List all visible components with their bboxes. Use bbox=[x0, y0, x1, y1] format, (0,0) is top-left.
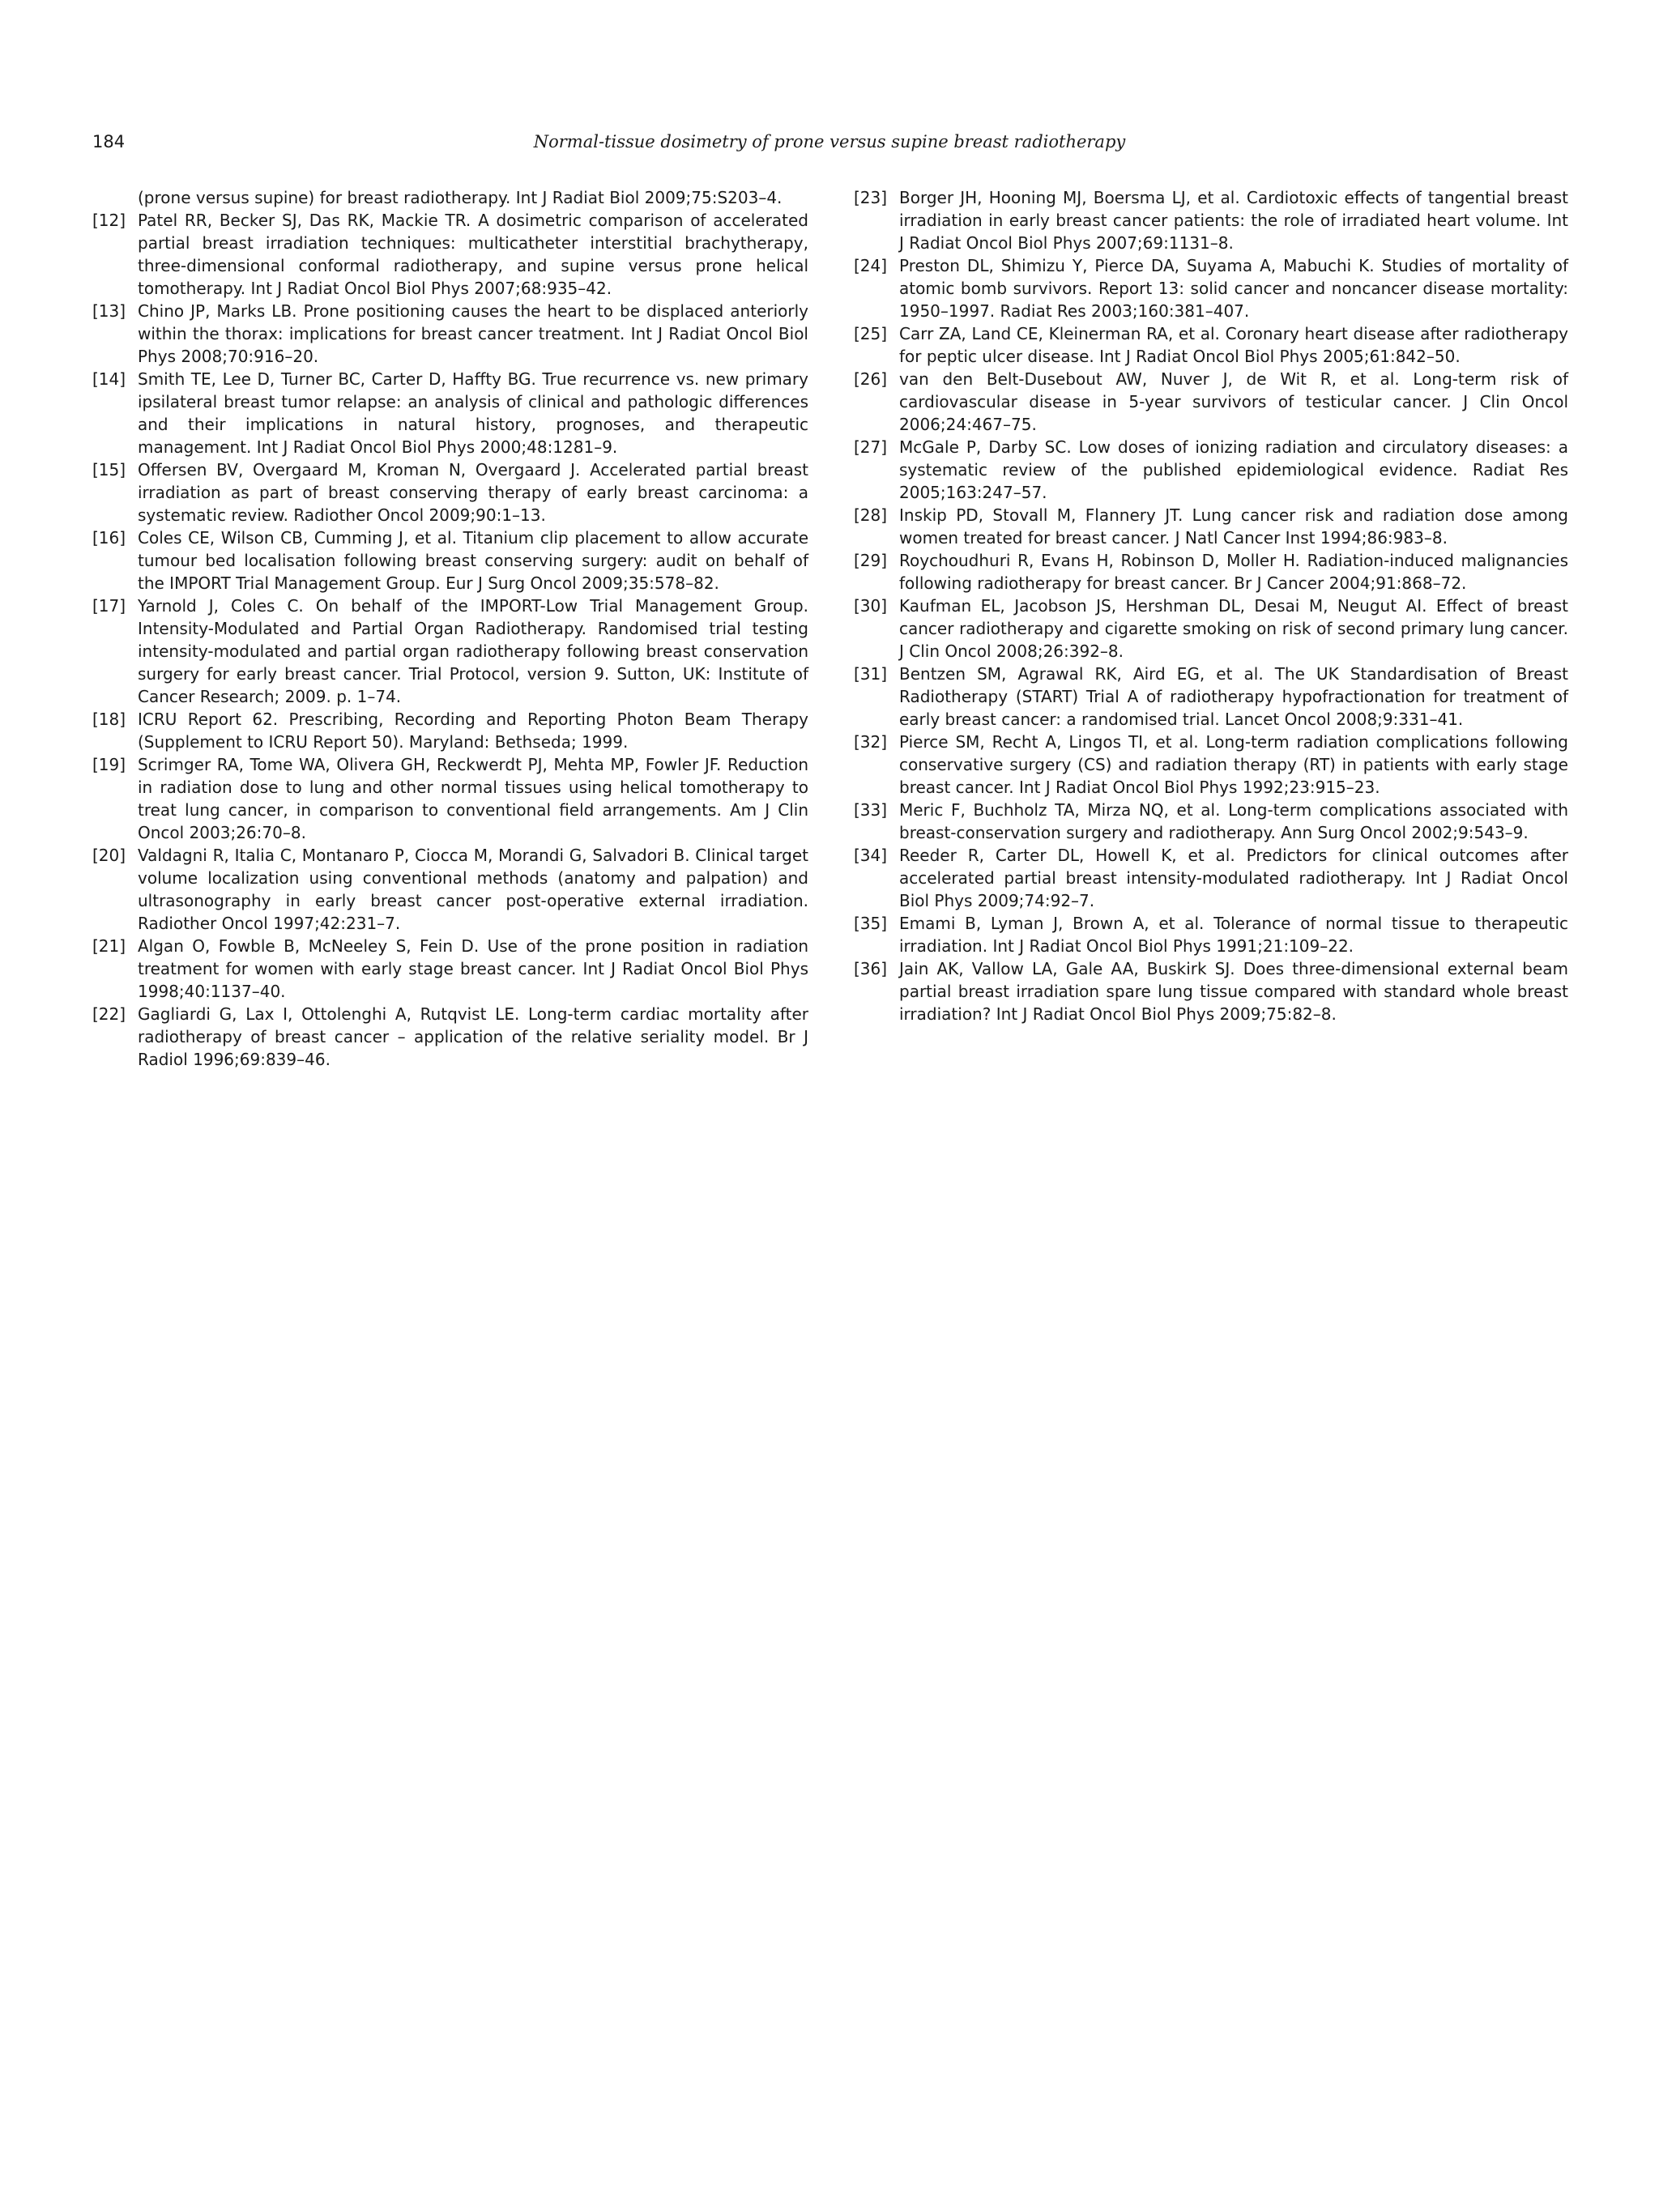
reference-item bbox=[92, 935, 808, 1003]
reference-item bbox=[92, 209, 808, 300]
reference-text: ICRU Report 62. Prescribing, Recording and Reporting Photon Beam Therapy (Supplement to ICRU Report 50). Maryland: Bethseda; 1999. bbox=[138, 710, 808, 752]
reference-item bbox=[92, 753, 808, 844]
reference-text: Gagliardi G, Lax I, Ottolenghi A, Rutqvist LE. Long-term cardiac mortality after radiotherapy of breast cancer – application of the relative seriality model. Br J Radiol 1996;69:839–46. bbox=[138, 1004, 808, 1069]
reference-item bbox=[854, 731, 1568, 799]
reference-number: [13] bbox=[92, 301, 126, 321]
reference-number: [18] bbox=[92, 710, 126, 729]
reference-number: [35] bbox=[854, 914, 888, 933]
references-column-left bbox=[92, 186, 808, 1071]
reference-item bbox=[854, 912, 1568, 957]
reference-text: Coles CE, Wilson CB, Cumming J, et al. Titanium clip placement to allow accurate tumour bed localisation following breast conserving surgery: audit on behalf of the IMPORT Trial Management Group. Eur J Surg Oncol 2009;35:578–82. bbox=[138, 528, 808, 593]
reference-item bbox=[92, 300, 808, 368]
reference-item bbox=[854, 368, 1568, 436]
reference-number: [19] bbox=[92, 755, 126, 774]
reference-text: Roychoudhuri R, Evans H, Robinson D, Moller H. Radiation-induced malignancies following radiotherapy for breast cancer. Br J Cancer 2004;91:868–72. bbox=[899, 551, 1568, 593]
reference-item bbox=[854, 436, 1568, 504]
reference-item bbox=[92, 458, 808, 526]
reference-number: [12] bbox=[92, 211, 126, 230]
reference-item bbox=[92, 526, 808, 595]
reference-item bbox=[92, 708, 808, 753]
reference-number: [36] bbox=[854, 959, 888, 978]
reference-item bbox=[854, 322, 1568, 368]
reference-number: [23] bbox=[854, 188, 888, 207]
reference-item bbox=[92, 368, 808, 458]
reference-text: Valdagni R, Italia C, Montanaro P, Ciocca M, Morandi G, Salvadori B. Clinical target volume localization using conventional methods (anatomy and palpation) and ultrasonography in early breast cancer post-operative external irradiation. Radiother Oncol 1997;42:231–7. bbox=[138, 846, 808, 933]
reference-number: [29] bbox=[854, 551, 888, 570]
reference-text: Jain AK, Vallow LA, Gale AA, Buskirk SJ. Does three-dimensional external beam partial breast irradiation spare lung tissue compared with standard whole breast irradiation? Int J Radiat Oncol Biol Phys 2009;75:82–8. bbox=[899, 959, 1568, 1024]
page-header bbox=[92, 130, 1567, 154]
reference-number: [28] bbox=[854, 505, 888, 525]
reference-text: Reeder R, Carter DL, Howell K, et al. Predictors for clinical outcomes after accelerated partial breast intensity-modulated radiotherapy. Int J Radiat Oncol Biol Phys 2009;74:92–7. bbox=[899, 846, 1568, 910]
reference-text: Patel RR, Becker SJ, Das RK, Mackie TR. A dosimetric comparison of accelerated partial breast irradiation techniques: multicatheter interstitial brachytherapy, three-dimensional conformal radiotherapy, and supine versus prone helical tomotherapy. Int J Radiat Oncol Biol Phys 2007;68:935–42. bbox=[138, 211, 808, 298]
reference-text: Kaufman EL, Jacobson JS, Hershman DL, Desai M, Neugut AI. Effect of breast cancer radiotherapy and cigarette smoking on risk of second primary lung cancer. J Clin Oncol 2008;26:392–8. bbox=[899, 596, 1568, 661]
reference-text: Borger JH, Hooning MJ, Boersma LJ, et al. Cardiotoxic effects of tangential breast irradiation in early breast cancer patients: the role of irradiated heart volume. Int J Radiat Oncol Biol Phys 2007;69:1131–8. bbox=[899, 188, 1568, 253]
reference-text: Chino JP, Marks LB. Prone positioning causes the heart to be displaced anteriorly within the thorax: implications for breast cancer treatment. Int J Radiat Oncol Biol Phys 2008;70:916–20. bbox=[138, 301, 808, 366]
reference-number: [15] bbox=[92, 460, 126, 479]
reference-item bbox=[854, 254, 1568, 322]
reference-number: [33] bbox=[854, 800, 888, 820]
reference-text: Yarnold J, Coles C. On behalf of the IMPORT-Low Trial Management Group. Intensity-Modulated and Partial Organ Radiotherapy. Randomised trial testing intensity-modulated and partial organ radiotherapy following breast conservation surgery for early breast cancer. Trial Protocol, version 9. Sutton, UK: Institute of Cancer Research; 2009. p. 1–74. bbox=[138, 596, 808, 706]
reference-text: Scrimger RA, Tome WA, Olivera GH, Reckwerdt PJ, Mehta MP, Fowler JF. Reduction in radiation dose to lung and other normal tissues using helical tomotherapy to treat lung cancer, in comparison to conventional field arrangements. Am J Clin Oncol 2003;26:70–8. bbox=[138, 755, 808, 842]
reference-number: [17] bbox=[92, 596, 126, 616]
reference-text: Inskip PD, Stovall M, Flannery JT. Lung cancer risk and radiation dose among women treated for breast cancer. J Natl Cancer Inst 1994;86:983–8. bbox=[899, 505, 1568, 548]
references-column-right bbox=[854, 186, 1568, 1025]
page-number: 184 bbox=[92, 132, 126, 151]
reference-number: [14] bbox=[92, 369, 126, 389]
reference-item bbox=[854, 504, 1568, 549]
reference-item bbox=[854, 799, 1568, 844]
reference-number: [32] bbox=[854, 732, 888, 752]
reference-text: van den Belt-Dusebout AW, Nuver J, de Wit R, et al. Long-term risk of cardiovascular disease in 5-year survivors of testicular cancer. J Clin Oncol 2006;24:467–75. bbox=[899, 369, 1568, 434]
reference-number: [34] bbox=[854, 846, 888, 865]
reference-item bbox=[854, 844, 1568, 912]
reference-number: [22] bbox=[92, 1004, 126, 1024]
reference-text: Emami B, Lyman J, Brown A, et al. Tolerance of normal tissue to therapeutic irradiation. Int J Radiat Oncol Biol Phys 1991;21:109–22. bbox=[899, 914, 1568, 956]
reference-number: [26] bbox=[854, 369, 888, 389]
reference-text: Meric F, Buchholz TA, Mirza NQ, et al. Long-term complications associated with breast-conservation surgery and radiotherapy. Ann Surg Oncol 2002;9:543–9. bbox=[899, 800, 1568, 842]
reference-number: [27] bbox=[854, 437, 888, 457]
reference-text: (prone versus supine) for breast radiotherapy. Int J Radiat Biol 2009;75:S203–4. bbox=[138, 188, 783, 207]
reference-text: Offersen BV, Overgaard M, Kroman N, Overgaard J. Accelerated partial breast irradiation as part of breast conserving therapy of early breast carcinoma: a systematic review. Radiother Oncol 2009;90:1–13. bbox=[138, 460, 808, 525]
reference-item bbox=[92, 186, 808, 209]
reference-number: [20] bbox=[92, 846, 126, 865]
reference-text: Smith TE, Lee D, Turner BC, Carter D, Haffty BG. True recurrence vs. new primary ipsilateral breast tumor relapse: an analysis of clinical and pathologic differences and their implications in natural history, prognoses, and therapeutic management. Int J Radiat Oncol Biol Phys 2000;48:1281–9. bbox=[138, 369, 808, 457]
reference-number: [31] bbox=[854, 664, 888, 684]
reference-item bbox=[854, 549, 1568, 595]
reference-text: Bentzen SM, Agrawal RK, Aird EG, et al. The UK Standardisation of Breast Radiotherapy (START) Trial A of radiotherapy hypofractionation for treatment of early breast cancer: a randomised trial. Lancet Oncol 2008;9:331–41. bbox=[899, 664, 1568, 729]
reference-item bbox=[854, 595, 1568, 663]
reference-text: Algan O, Fowble B, McNeeley S, Fein D. Use of the prone position in radiation treatment for women with early stage breast cancer. Int J Radiat Oncol Biol Phys 1998;40:1137–40. bbox=[138, 936, 808, 1001]
reference-text: Carr ZA, Land CE, Kleinerman RA, et al. Coronary heart disease after radiotherapy for peptic ulcer disease. Int J Radiat Oncol Biol Phys 2005;61:842–50. bbox=[899, 324, 1568, 366]
reference-item bbox=[854, 186, 1568, 254]
running-title: Normal-tissue dosimetry of prone versus supine breast radiotherapy bbox=[533, 132, 1126, 151]
reference-number: [24] bbox=[854, 256, 888, 275]
reference-number: [16] bbox=[92, 528, 126, 548]
reference-item bbox=[854, 663, 1568, 731]
reference-item bbox=[854, 957, 1568, 1025]
reference-item bbox=[92, 595, 808, 708]
reference-text: McGale P, Darby SC. Low doses of ionizing radiation and circulatory diseases: a systematic review of the published epidemiological evidence. Radiat Res 2005;163:247–57. bbox=[899, 437, 1568, 502]
reference-text: Preston DL, Shimizu Y, Pierce DA, Suyama A, Mabuchi K. Studies of mortality of atomic bomb survivors. Report 13: solid cancer and noncancer disease mortality: 1950–1997. Radiat Res 2003;160:381–407. bbox=[899, 256, 1568, 321]
reference-number: [21] bbox=[92, 936, 126, 956]
reference-number: [25] bbox=[854, 324, 888, 343]
reference-text: Pierce SM, Recht A, Lingos TI, et al. Long-term radiation complications following conservative surgery (CS) and radiation therapy (RT) in patients with early stage breast cancer. Int J Radiat Oncol Biol Phys 1992;23:915–23. bbox=[899, 732, 1568, 797]
reference-item bbox=[92, 1003, 808, 1071]
reference-item bbox=[92, 844, 808, 935]
reference-number: [30] bbox=[854, 596, 888, 616]
